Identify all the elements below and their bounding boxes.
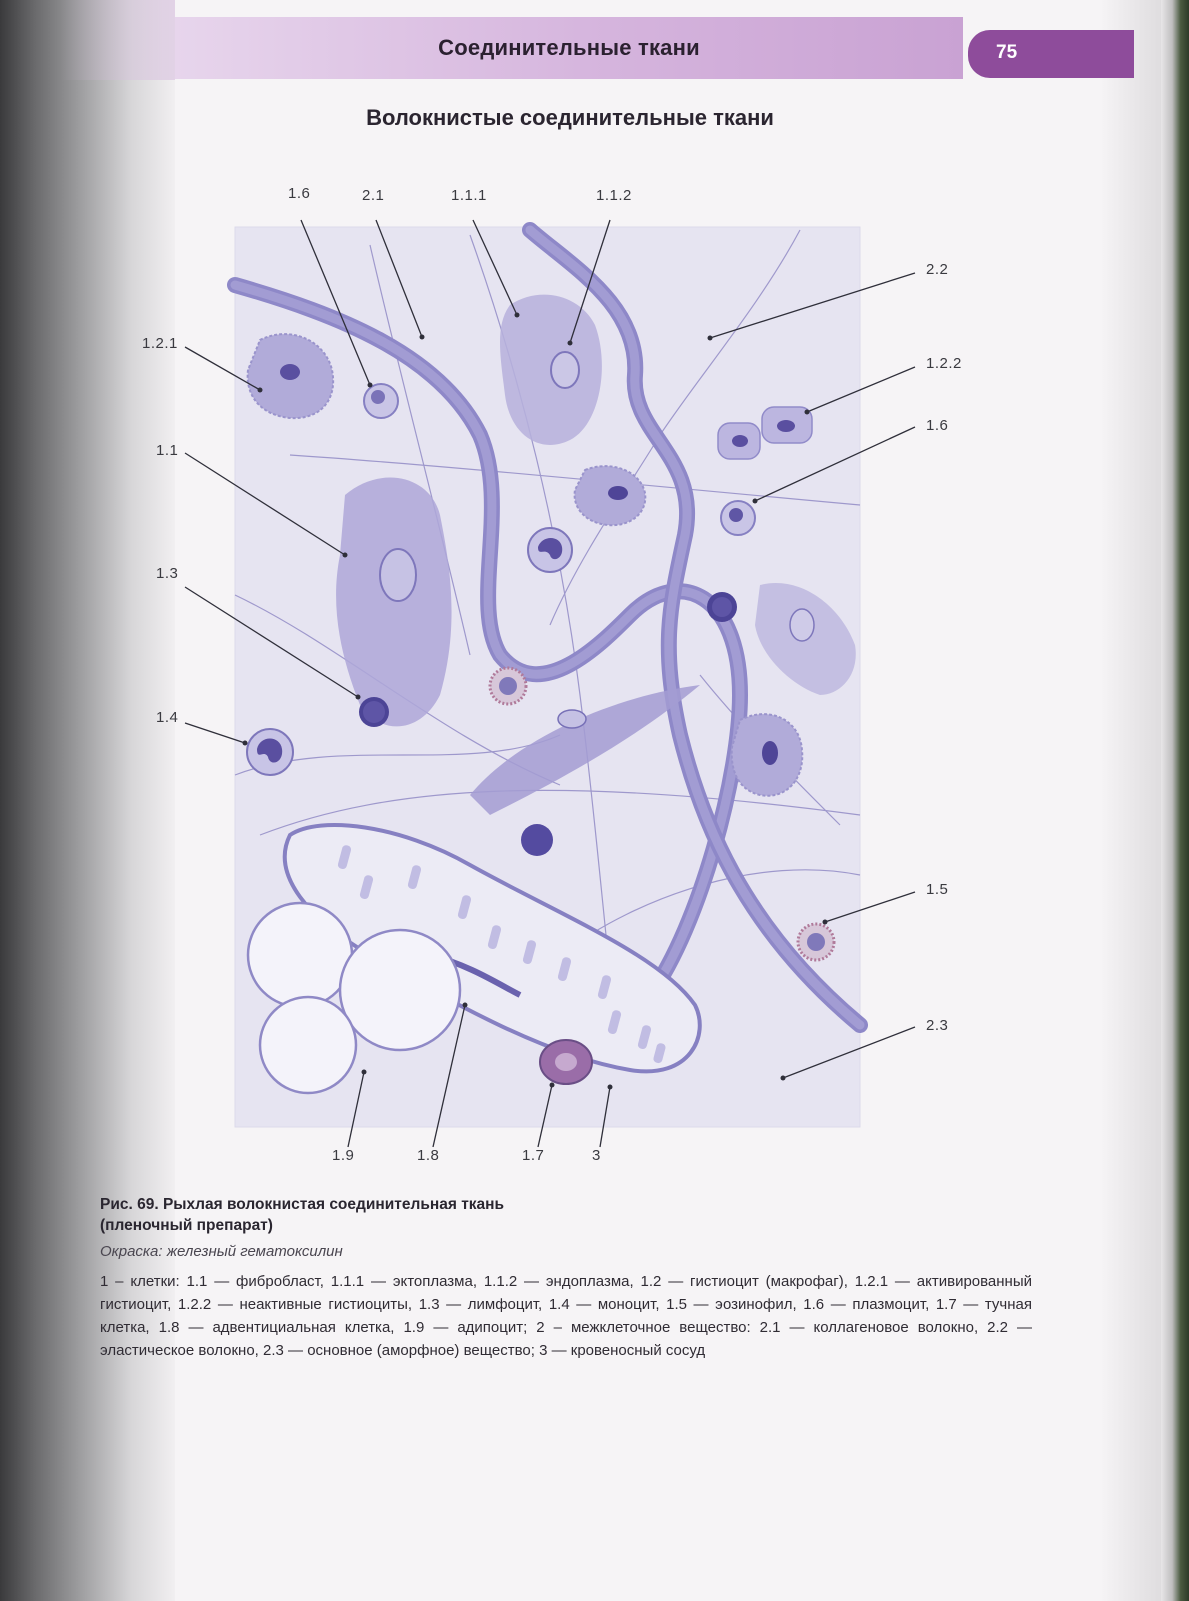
spindle-nucleus	[558, 710, 586, 728]
inactive-histiocyte-nucleus	[732, 435, 748, 447]
fibroblast-endoplasm-nucleus	[551, 352, 579, 388]
label-1-6-top: 1.6	[288, 185, 311, 202]
figure-caption-title	[100, 1194, 600, 1236]
label-1-2-1: 1.2.1	[142, 335, 178, 352]
fibroblast-right-nucleus	[790, 609, 814, 641]
page-number-tab	[968, 30, 1134, 78]
caption-legend: 1 – клетки: 1.1 — фибробласт, 1.1.1 — эктоплазма, 1.1.2 — эндоплазма, 1.2 — гистиоцит (макрофаг), 1.2.1 — активированный гистиоцит, 1.2.2 — неактивные гистиоциты, 1.3 — лимфоцит, 1.4 — моноцит, 1.5 — эозинофил, 1.6 — плазмоцит, 1.7 — тучная клетка, 1.8 — адвентициальная клетка, 1.9 — адипоцит; 2 – межклеточное вещество: 2.1 — коллагеновое волокно, 2.2 — эластическое волокно, 2.3 — основное (аморфное) вещество; 3 — кровеносный сосуд	[100, 1273, 1032, 1359]
lymphocyte-nucleus	[363, 701, 385, 723]
histiocyte-nucleus	[608, 486, 628, 500]
tissue-figure	[140, 175, 1020, 1175]
caption-title-line1: Рис. 69. Рыхлая волокнистая соединительная ткань	[100, 1196, 505, 1213]
page-title: Волокнистые соединительные ткани	[366, 105, 774, 130]
section-title: Соединительные ткани	[438, 35, 700, 60]
lymphocyte-lower	[521, 824, 553, 856]
page-number: 75	[996, 42, 1018, 63]
label-2-2: 2.2	[926, 261, 949, 278]
plasmocyte-nucleus	[371, 390, 385, 404]
label-1-8: 1.8	[417, 1147, 440, 1164]
activated-histiocyte-nucleus	[280, 364, 300, 380]
fibroblast-nucleus	[380, 549, 416, 601]
label-1-6-right: 1.6	[926, 417, 949, 434]
page-right-edge	[1161, 0, 1189, 1601]
caption-title-line2: (пленочный препарат)	[100, 1217, 273, 1234]
label-1-9: 1.9	[332, 1147, 355, 1164]
label-1-3: 1.3	[156, 565, 179, 582]
tissue-illustration	[140, 175, 1020, 1175]
label-1-1: 1.1	[156, 442, 179, 459]
mast-cell-nucleus	[555, 1053, 577, 1071]
plasmocyte-right-nucleus	[729, 508, 743, 522]
label-1-5: 1.5	[926, 881, 949, 898]
header-band-fade	[60, 0, 175, 80]
label-2-1: 2.1	[362, 187, 385, 204]
caption-stain: Окраска: железный гематоксилин	[100, 1243, 343, 1260]
lymphocyte-right-nucleus	[712, 597, 732, 617]
label-1-2-2: 1.2.2	[926, 355, 962, 372]
eosinophil-nucleus	[807, 933, 825, 951]
label-1-1-1: 1.1.1	[451, 187, 487, 204]
eosinophil-center-nucleus	[499, 677, 517, 695]
histiocyte-lower-nucleus	[762, 741, 778, 765]
page-edge-shade	[1100, 0, 1161, 1601]
label-3: 3	[592, 1147, 601, 1164]
label-1-7: 1.7	[522, 1147, 545, 1164]
inactive-histiocyte-2-nucleus	[777, 420, 795, 432]
label-1-4: 1.4	[156, 709, 179, 726]
label-1-1-2: 1.1.2	[596, 187, 632, 204]
label-2-3: 2.3	[926, 1017, 949, 1034]
